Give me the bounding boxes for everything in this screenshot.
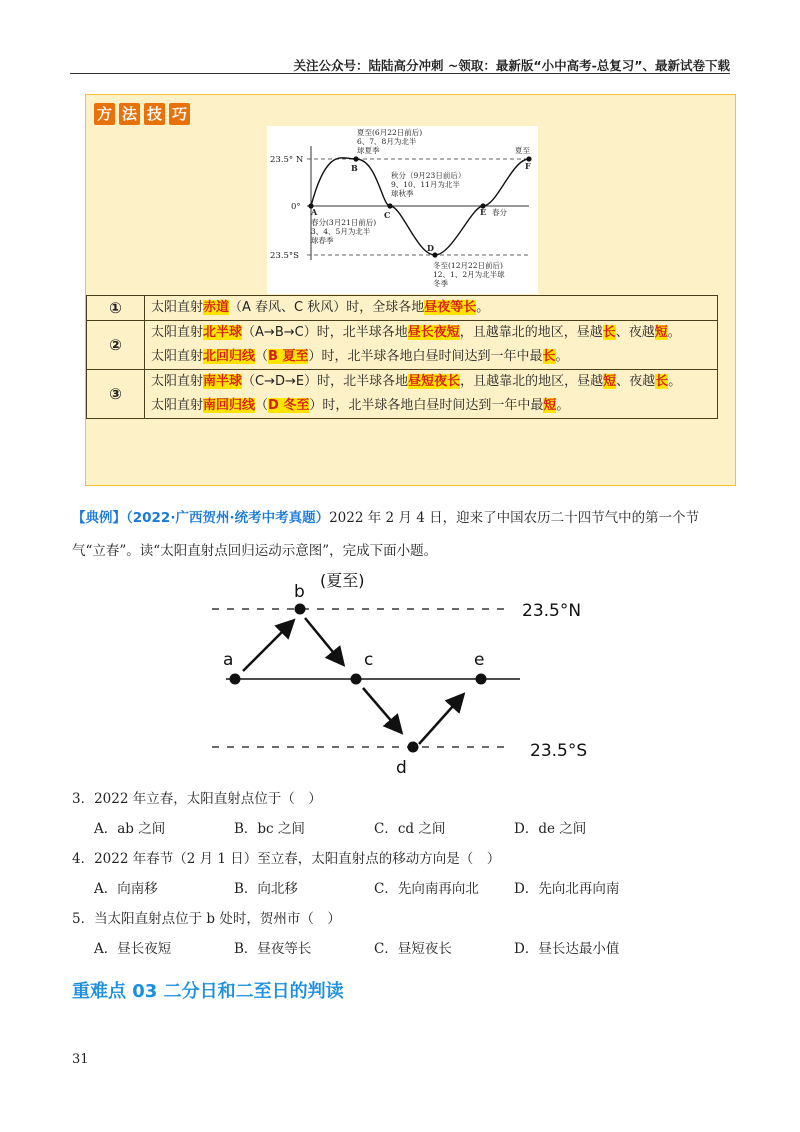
rule-row: [87, 370, 718, 419]
rule-text: （: [255, 349, 269, 364]
example-text: 2022 年 2 月 4 日，迎来了中国农历二十四节气中的第一个节气“立春”。读“太阳直射点回归运动示意图”，完成下面小题。: [72, 510, 700, 559]
point-label-b: b: [294, 582, 305, 602]
point-label-c: c: [364, 650, 374, 670]
highlighted-term: 昼短夜长: [408, 374, 461, 389]
rule-row: [87, 296, 718, 321]
rule-text: 太阳直射: [151, 398, 204, 413]
rule-text-cell: [145, 296, 718, 321]
highlighted-term: 南半球: [203, 374, 243, 389]
rule-text: 。: [555, 349, 569, 364]
example-block: [72, 502, 732, 568]
option-d[interactable]: D．de 之间: [514, 821, 587, 837]
badge-char: 方: [94, 103, 115, 125]
point-c: [351, 674, 362, 685]
point-label-e: e: [474, 650, 485, 670]
rule-text: （C→D→E）时，北半球各地: [242, 374, 409, 389]
point-c: [387, 203, 392, 208]
annotation-spring-right: 春分: [492, 208, 507, 217]
point-label: F: [525, 161, 531, 171]
rule-text: 太阳直射: [151, 300, 204, 315]
highlighted-term: 赤道: [203, 300, 230, 315]
option-c[interactable]: C．先向南再向北: [374, 881, 479, 897]
annotation-spring: 3、4、5月为北半: [311, 227, 371, 236]
arrow-a-b: [243, 622, 292, 671]
point-b: [295, 604, 306, 615]
lat-label: 0°: [291, 202, 301, 212]
rule-text: （: [255, 398, 269, 413]
method-tips-badge: [94, 103, 190, 125]
point-label-a: a: [223, 650, 234, 670]
method-tips-box: [85, 94, 736, 486]
rule-text: 。: [556, 398, 570, 413]
badge-char: 巧: [169, 103, 190, 125]
page-header: 关注公众号：陆陆高分冲刺 ~领取：最新版“小中高考-总复习”、最新试卷下载: [293, 58, 730, 73]
highlighted-term: 昼夜等长: [424, 300, 477, 315]
option-d[interactable]: D．先向北再向南: [514, 881, 620, 897]
arrow-d-e: [419, 696, 462, 744]
option-b[interactable]: B．昼夜等长: [234, 941, 312, 957]
rule-row: [87, 321, 718, 370]
rule-line: [151, 321, 711, 345]
highlighted-term: 长: [602, 325, 616, 340]
option-a[interactable]: A．ab 之间: [94, 821, 166, 837]
highlighted-term: D 冬至: [268, 398, 310, 413]
lat-label: 23.5°S: [270, 251, 299, 261]
lat-label: 23.5° N: [270, 155, 304, 165]
annotation-summer: 球夏季: [357, 146, 380, 155]
arrow-c-d: [363, 688, 400, 731]
highlighted-term: 昼长夜短: [407, 325, 460, 340]
rule-text: 太阳直射: [151, 374, 204, 389]
annotation-spring: 春分(3月21日前后): [311, 218, 377, 227]
rule-line: [151, 296, 711, 320]
example-tag: 【典例】（2022·广西贺州·统考中考真题）: [72, 510, 330, 526]
highlighted-term: 北回归线: [203, 349, 256, 364]
question-options: [72, 876, 732, 906]
question-stem: 4．2022 年春节（2 月 1 日）至立春，太阳直射点的移动方向是（ ）: [72, 851, 501, 867]
question-stem: 3．2022 年立春，太阳直射点位于（ ）: [72, 791, 322, 807]
rule-text: （A→B→C）时，北半球各地: [242, 325, 408, 340]
rule-text: ，且越靠北的地区，昼越: [459, 325, 603, 340]
annotation-winter: 12、1、2月为北半球: [433, 270, 505, 279]
arrow-b-c: [305, 618, 342, 663]
point-label-d: d: [396, 758, 407, 778]
option-b[interactable]: B．bc 之间: [234, 821, 305, 837]
highlighted-term: 北半球: [203, 325, 243, 340]
question-stem: 5．当太阳直射点位于 b 处时，贺州市（ ）: [72, 911, 341, 927]
south-tropic-label: 23.5°S: [530, 741, 588, 761]
rule-text: （A 春风、C 秋风）时，全球各地: [229, 300, 425, 315]
rule-text: 、夜越: [616, 374, 656, 389]
question-list: [72, 786, 732, 966]
sun-path-sine-diagram: [267, 126, 538, 294]
point-d: [408, 742, 419, 753]
rule-text: 、夜越: [615, 325, 655, 340]
annotation-spring: 球春季: [311, 236, 334, 245]
page-number: 31: [72, 1052, 89, 1067]
highlighted-term: 短: [543, 398, 557, 413]
annotation-summer: 6、7、8月为北半: [357, 137, 417, 146]
highlighted-term: B 夏至: [268, 349, 309, 364]
summer-solstice-label: (夏至): [320, 571, 365, 590]
highlighted-term: 长: [655, 374, 669, 389]
badge-char: 法: [119, 103, 140, 125]
point-label: D: [427, 243, 434, 253]
point-e: [476, 674, 487, 685]
rule-line: [151, 394, 711, 418]
option-b[interactable]: B．向北移: [234, 881, 298, 897]
rule-text-cell: [145, 370, 718, 419]
rule-number: ③: [87, 370, 145, 419]
rule-text-cell: [145, 321, 718, 370]
annotation-winter: 冬至(12月22日前后): [433, 261, 503, 270]
option-d[interactable]: D．昼长达最小值: [514, 941, 620, 957]
rule-number: ①: [87, 296, 145, 321]
rule-text: 。: [667, 325, 681, 340]
rule-text: 太阳直射: [151, 349, 204, 364]
point-label: A: [311, 207, 318, 217]
annotation-autumn: 球秋季: [391, 189, 414, 198]
option-a[interactable]: A．昼长夜短: [94, 941, 172, 957]
section-title: 重难点 03 二分日和二至日的判读: [72, 981, 344, 1002]
highlighted-term: 短: [603, 374, 617, 389]
point-label: E: [480, 207, 487, 217]
rule-line: [151, 345, 711, 369]
rule-line: [151, 370, 711, 394]
rule-text: ，且越靠北的地区，昼越: [460, 374, 604, 389]
option-a[interactable]: A．向南移: [94, 881, 158, 897]
sun-direct-point-diagram: [208, 566, 600, 780]
point-label: B: [351, 163, 358, 173]
badge-char: 技: [144, 103, 165, 125]
option-c[interactable]: C．昼短夜长: [374, 941, 452, 957]
highlighted-term: 长: [542, 349, 556, 364]
question-options: [72, 816, 732, 846]
annotation-summer: 夏至(6月22日前后): [357, 128, 423, 137]
option-c[interactable]: C．cd 之间: [374, 821, 446, 837]
rule-text: ）时，北半球各地白昼时间达到一年中最: [308, 349, 543, 364]
rule-text: ）时，北半球各地白昼时间达到一年中最: [309, 398, 544, 413]
question-options: [72, 936, 732, 966]
rule-number: ②: [87, 321, 145, 370]
rule-text: 。: [476, 300, 490, 315]
point-d: [432, 252, 437, 257]
rules-table: [86, 295, 718, 419]
header-rule: [70, 73, 730, 74]
point-label: C: [384, 210, 391, 220]
north-tropic-label: 23.5°N: [522, 601, 582, 621]
rule-text: 。: [668, 374, 682, 389]
highlighted-term: 南回归线: [203, 398, 256, 413]
point-b: [353, 156, 358, 161]
point-a: [230, 674, 241, 685]
annotation-winter: 冬季: [433, 279, 448, 288]
rule-text: 太阳直射: [151, 325, 204, 340]
annotation-autumn: 秋分（9月23日前后）: [391, 171, 466, 180]
highlighted-term: 短: [654, 325, 668, 340]
annotation-summer-right: 夏至: [515, 146, 530, 155]
annotation-autumn: 9、10、11月为北半: [391, 180, 460, 189]
